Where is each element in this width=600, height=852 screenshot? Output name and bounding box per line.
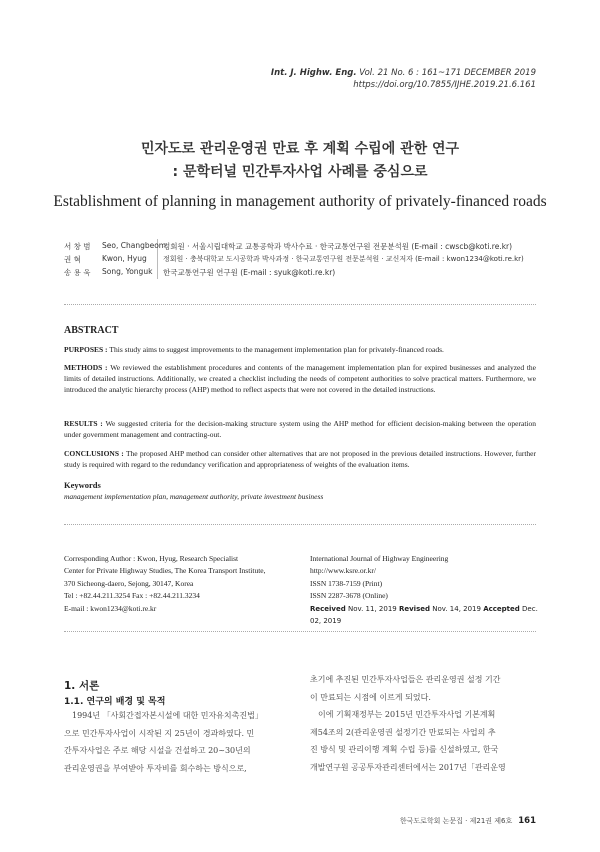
- author-name-ko: 송 용 욱: [64, 268, 91, 277]
- author-name-en: Seo, Changbeom: [102, 241, 167, 250]
- abstract-purposes: PURPOSES : This study aims to suggest improvements to the management implementation plan for privately-financed roads.: [64, 345, 444, 354]
- page-footer: 한국도로학회 논문집 · 제21권 제6호 161: [399, 816, 536, 826]
- title-korean-line1: 민자도로 관리운영권 만료 후 계획 수립에 관한 연구: [140, 141, 460, 157]
- abstract-methods: METHODS : We reviewed the establishment procedures and contents of the management implementation plan for expired businesses and analyzed the limits of detailed instructions. Additionally, we created a checklist including the needs of competent authorities to solve practical matters. Furthermore, we introduced the analytic hierarchy process (AHP) method to reflect aspects that were not covered in the detailed instructions.: [64, 363, 536, 394]
- keywords-heading: Keywords: [64, 480, 101, 490]
- section-title: 1. 서론: [64, 680, 100, 692]
- title-english: Establishment of planning in management authority of privately-financed roads: [53, 193, 547, 210]
- author-name-ko: 권 혁: [64, 255, 81, 264]
- corresponding-email[interactable]: E-mail : kwon1234@koti.re.kr: [64, 603, 157, 613]
- submission-dates: Received Nov. 11, 2019 Revised Nov. 14, 2019 Accepted Dec. 02, 2019: [310, 604, 538, 626]
- journal-info-block: International Journal of Highway Engineering http://www.ksre.or.kr/ ISSN 1738-7159 (Print) ISSN 2287-3678 (Online) Received Nov. 11, 2019 Revised Nov. 14, 2019 Accepted Dec. 02, 2019: [310, 553, 550, 627]
- section-divider: [64, 304, 536, 305]
- body-right-column: 초기에 추진된 민간투자사업들은 관리운영권 설정 기간 이 만료되는 시점에 이르게 되었다. 이에 기획재정부는 2015년 민간투자사업 기본계획 제54조의 2(관리운영권 설정기간 만료되는 사업의 추 진 방식 및 관리이행 계획 수립 등)를 신설하였고, 한국 개발연구원 공공투자관리센터에서는 2017년「관리운영: [310, 675, 506, 772]
- subsection-title: 1.1. 연구의 배경 및 목적: [64, 697, 166, 707]
- abstract-conclusions: CONCLUSIONS : The proposed AHP method can consider other alternatives that are not proposed in the previous detailed instructions. However, further study is required with regard to the redundancy verification and appropriateness of weights of the evaluation items.: [64, 449, 537, 469]
- keywords-text: management implementation plan, management authority, private investment business: [64, 492, 324, 501]
- corresponding-author-block: Corresponding Author : Kwon, Hyug, Research Specialist Center for Private Highway Studies, The Korea Transport Institute, 370 Sicheong-daero, Sejong, 30147, Korea Tel : +82.44.211.3254 Fax : +82.44.211.3234 E-mail : kwon1234@koti.re.kr: [64, 553, 314, 615]
- title-korean-line2: : 문학터널 민간투자사업 사례를 중심으로: [172, 164, 428, 180]
- author-name-ko: 서 창 범: [64, 242, 91, 251]
- author-name-en: Kwon, Hyug: [102, 254, 147, 263]
- section-divider: [64, 631, 536, 632]
- author-affiliation: 한국교통연구원 연구원 (E-mail : syuk@koti.re.kr): [163, 268, 336, 277]
- journal-website-link[interactable]: http://www.ksre.or.kr/: [310, 566, 376, 576]
- page-number: 161: [518, 816, 536, 826]
- body-left-column: 1994년 「사회간접자본시설에 대한 민자유치촉진법」 으로 민간투자사업이 시작된 지 25년이 경과하였다. 민 간투자사업은 주로 해당 시설을 건설하고 20~30년의 관리운영권을 부여받아 투자비를 회수하는 방식으로,: [64, 711, 263, 773]
- author-row: [64, 254, 544, 266]
- journal-header: [271, 67, 536, 91]
- author-row: [64, 267, 544, 279]
- journal-citation: Int. J. Highw. Eng. Vol. 21 No. 6 : 161~171 DECEMBER 2019: [270, 68, 536, 78]
- author-affiliation: 정회원 · 충북대학교 도시공학과 박사과정 · 한국교통연구원 전문분석원 · 교신저자 (E-mail : kwon1234@koti.re.kr): [163, 255, 524, 263]
- author-name-en: Song, Yonguk: [102, 267, 153, 276]
- author-affiliation: 정회원 · 서울시립대학교 교통공학과 박사수료 · 한국교통연구원 전문분석원 (E-mail : cwscb@koti.re.kr): [163, 242, 513, 251]
- section-divider: [64, 524, 536, 525]
- doi-link[interactable]: https://doi.org/10.7855/IJHE.2019.21.6.161: [353, 80, 536, 90]
- abstract-heading: ABSTRACT: [64, 325, 119, 336]
- author-row: [64, 241, 544, 253]
- abstract-results: RESULTS : We suggested criteria for the decision-making structure system using the AHP method for efficient decision-making between the operation under government management and contracting-out.: [64, 419, 536, 439]
